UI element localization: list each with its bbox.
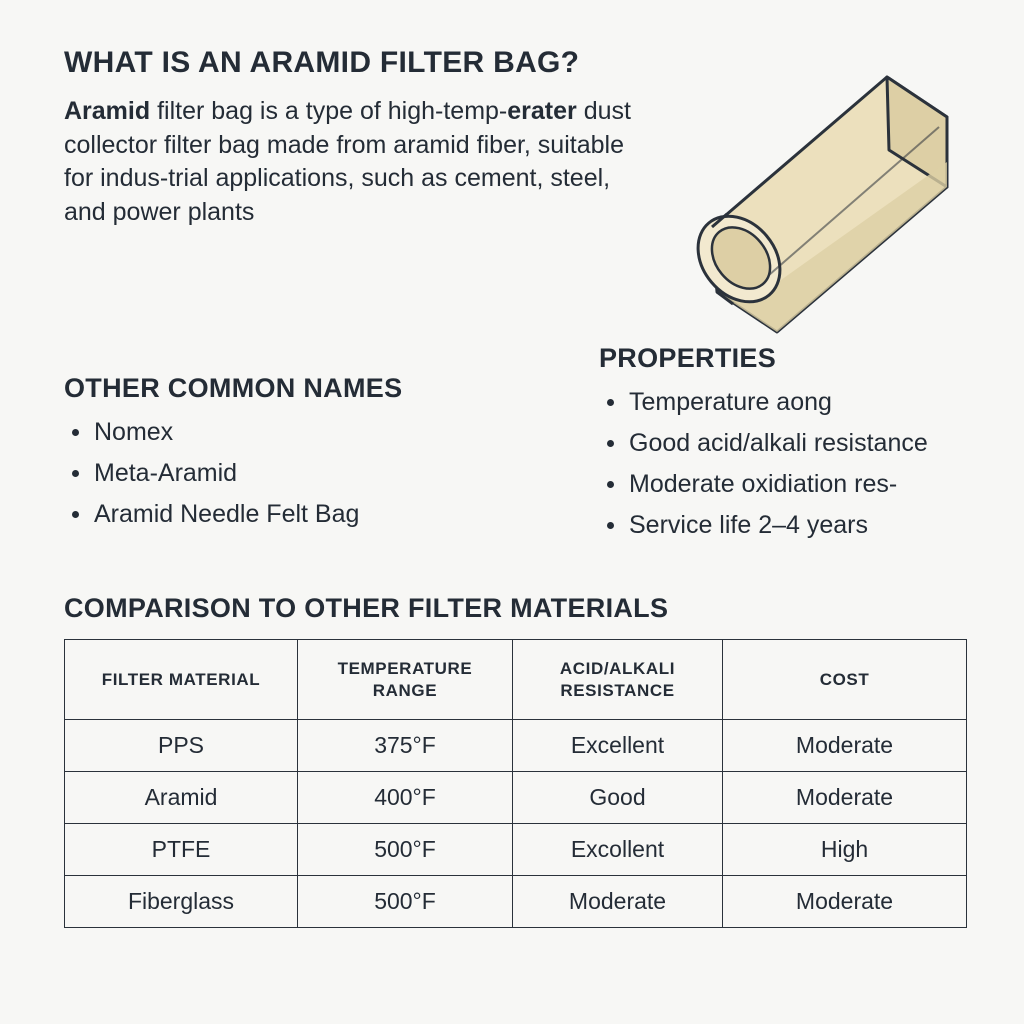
cell-cost: High [723, 823, 967, 875]
list-item: Moderate oxidiation res- [599, 468, 966, 501]
intro-paragraph [64, 95, 639, 229]
intro-text-block [64, 46, 639, 229]
comparison-section [64, 594, 966, 928]
properties-block [599, 344, 966, 550]
cell-temperature: 400°F [298, 771, 513, 823]
column-header-temperature-range: TEMPERATURE RANGE [298, 640, 513, 720]
list-item: Temperature aong [599, 386, 966, 419]
table-head [65, 640, 967, 720]
cell-resistance: Excollent [513, 823, 723, 875]
cell-material: Aramid [65, 771, 298, 823]
cell-material: Fiberglass [65, 875, 298, 927]
cell-cost: Moderate [723, 719, 967, 771]
cell-resistance: Good [513, 771, 723, 823]
cell-cost: Moderate [723, 771, 967, 823]
list-item: Service life 2–4 years [599, 509, 966, 542]
list-item: Meta-Aramid [64, 457, 599, 490]
intro-section [64, 46, 966, 332]
table-row [65, 875, 967, 927]
column-header-cost: COST [723, 640, 967, 720]
other-names-list [64, 416, 599, 531]
table-body [65, 719, 967, 927]
properties-heading: PROPERTIES [599, 343, 777, 373]
cell-temperature: 500°F [298, 875, 513, 927]
cell-temperature: 375°F [298, 719, 513, 771]
intro-text-2: dust collector filter bag made from aramid fiber, suitable for indus-trial applications, such as cement, steel, and power plants [64, 97, 631, 226]
table-row [65, 771, 967, 823]
other-names-block [64, 374, 599, 550]
list-item: Good acid/alkali resistance [599, 427, 966, 460]
other-names-heading: OTHER COMMON NAMES [64, 373, 403, 403]
intro-emphasis-aramid: Aramid [64, 97, 151, 125]
column-header-filter-material: FILTER MATERIAL [65, 640, 298, 720]
comparison-table [64, 639, 967, 928]
table-row [65, 823, 967, 875]
cell-cost: Moderate [723, 875, 967, 927]
intro-emphasis-erater: erater [507, 97, 577, 125]
cell-resistance: Excellent [513, 719, 723, 771]
column-header-acid-alkali-resistance: ACID/ALKALI RESISTANCE [513, 640, 723, 720]
cell-temperature: 500°F [298, 823, 513, 875]
filter-bag-icon [617, 42, 987, 342]
page-title: WHAT IS AN ARAMID FILTER BAG? [64, 46, 580, 79]
table-header-row [65, 640, 967, 720]
illustration-container [639, 42, 966, 332]
list-item: Aramid Needle Felt Bag [64, 498, 599, 531]
properties-list [599, 386, 966, 542]
cell-material: PTFE [65, 823, 298, 875]
comparison-heading: COMPARISON TO OTHER FILTER MATERIALS [64, 592, 669, 623]
cell-material: PPS [65, 719, 298, 771]
cell-resistance: Moderate [513, 875, 723, 927]
lists-section [64, 343, 966, 550]
table-row [65, 719, 967, 771]
list-item: Nomex [64, 416, 599, 449]
intro-text-1: filter bag is a type of high-temp- [150, 97, 508, 125]
